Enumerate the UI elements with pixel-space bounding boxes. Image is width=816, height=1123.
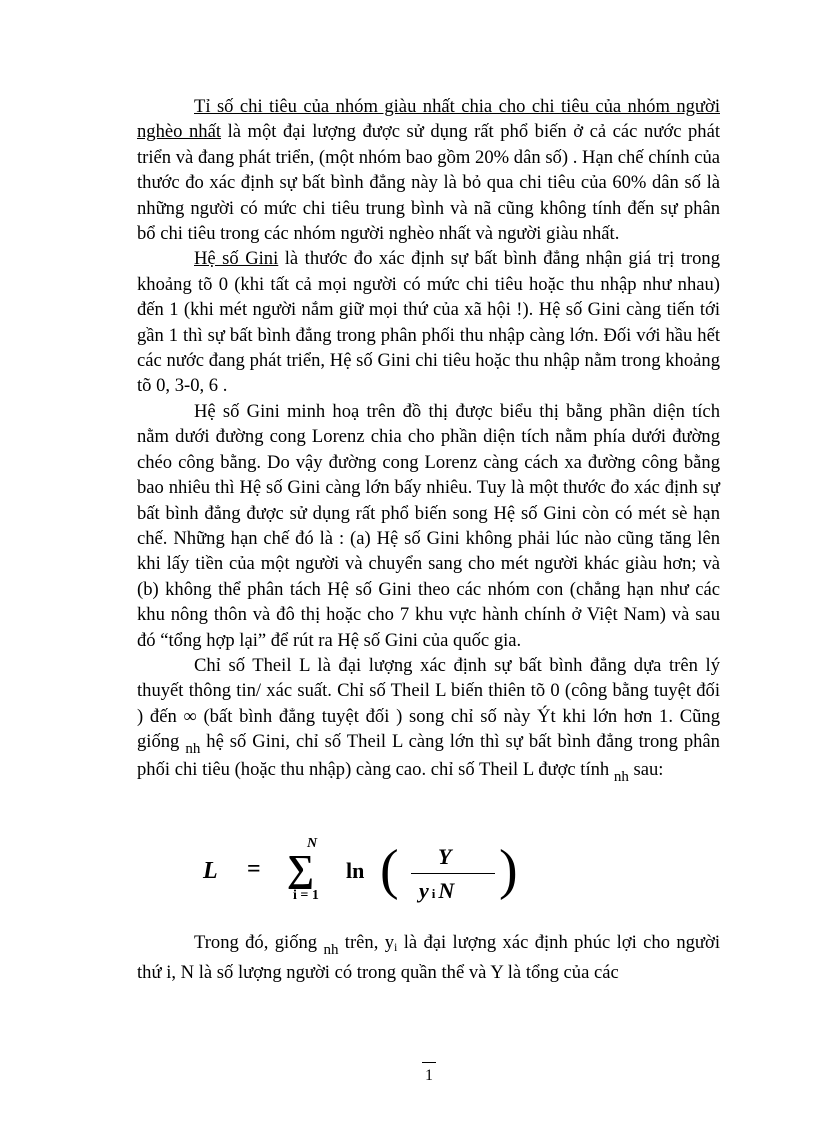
formula-den-i: i [431, 886, 436, 901]
formula-lower-limit: i = 1 [293, 888, 319, 903]
paragraph-ratio [137, 94, 720, 246]
theil-nh-2: nh [613, 768, 629, 785]
theil-nh-1: nh [185, 741, 201, 758]
formula-right-paren: ) [499, 839, 518, 901]
term-gini: Hệ số Gini [194, 248, 279, 270]
theil-text-b: hệ số Gini, chỉ số Theil L càng lớn thì sự bất bình đẳng trong phân phối chi tiêu (hoặc thu nhập) càng cao. chỉ số Theil L được tính [137, 731, 720, 780]
formula-sum-sign: ∑ [287, 848, 315, 890]
formula-equals: = [247, 856, 261, 882]
def-text-a: Trong đó, giống [194, 932, 324, 953]
def-sub-i: i [394, 940, 398, 954]
formula-left-paren: ( [380, 839, 399, 901]
theil-text-a: Chỉ số Theil L là đại lượng xác định sự bất bình đẳng dựa trên lý thuyết thông tin/ xác suất. Chỉ số Theil L biến thiên tõ 0 (công bằng tuyệt đối ) đến ∞ (bất bình đẳng tuyệt đối ) song chỉ số này Ýt khi lớn hơn 1. Cũng giống [137, 654, 720, 753]
paragraph-gini [137, 246, 720, 398]
def-text-b: trên, y [338, 932, 394, 953]
document-body [137, 94, 720, 784]
formula-den-y: y [419, 878, 429, 903]
page-number-value: 1 [425, 1067, 433, 1084]
theil-text-c: sau: [628, 758, 664, 780]
def-text-c: là đại lượng xác định phúc lợi cho người thứ i, N là số lượng người có trong quần thể và Y là tổng của các [137, 932, 720, 984]
formula-lhs: L [203, 858, 218, 884]
formula-numerator: Y [438, 844, 452, 869]
page-number [422, 1062, 436, 1085]
formula-ln: ln [346, 858, 365, 883]
theil-formula [203, 836, 523, 910]
term-ratio: Tỉ số chi tiêu của nhóm giàu nhất chia cho chi tiêu của nhóm người nghèo nhất [137, 96, 720, 143]
paragraph-gini-body: là thước đo xác định sự bất bình đẳng nhận giá trị trong khoảng tõ 0 (khi tất cả mọi người có mức chi tiêu hoặc thu nhập như nhau) đến 1 (khi mét người nắm giữ mọi thứ của xã hội !). Hệ số Gini càng tiến tới gần 1 thì sự bất bình đẳng trong phân phối thu nhập càng lớn. Đối với hầu hết các nước đang phát triển, Hệ số Gini chi tiêu hoặc thu nhập nằm trong khoảng tõ 0, 3-0, 6 . [137, 248, 720, 397]
document-body-continued [137, 930, 720, 986]
formula-denominator [419, 878, 454, 904]
paragraph-definitions [137, 930, 720, 986]
paragraph-gini-lorenz: Hệ số Gini minh hoạ trên đồ thị được biểu thị bằng phần diện tích nằm dưới đường cong Lorenz chia cho phần diện tích nằm phía dưới đường chéo công bằng. Do vậy đường cong Lorenz càng cách xa đường công bằng bao nhiêu thì Hệ số Gini càng lớn bấy nhiêu. Tuy là một thước đo xác định sự bất bình đẳng được sử dụng rất phổ biến song Hệ số Gini còn có mét sè hạn chế. Những hạn chế đó là : (a) Hệ số Gini không phải lúc nào cũng tăng lên khi lấy tiền của một người và chuyển sang cho mét người khác giàu hơn; và (b) không thể phân tách Hệ số Gini theo các nhóm con (chẳng hạn như các khu nông thôn và đô thị hoặc cho 7 khu vực hành chính ở Việt Nam) và sau đó “tổng hợp lại” để rút ra Hệ số Gini của quốc gia. [137, 400, 720, 651]
formula-den-N: N [438, 878, 455, 903]
paragraph-theil [137, 653, 720, 784]
formula-upper-limit: N [307, 836, 318, 851]
def-nh: nh [323, 942, 339, 958]
paragraph-ratio-body: là một đại lượng được sử dụng rất phổ biến ở cả các nước phát triển và đang phát triển, (một nhóm bao gồm 20% dân số) . Hạn chế chính của thước đo xác định sự bất bình đẳng này là bỏ qua chi tiêu của 60% dân số là những người có mức chi tiêu trung bình và nã cũng không tính đến sự phân bổ chi tiêu trong các nhóm người nghèo nhất và người giàu nhất. [137, 121, 721, 245]
formula-fraction-bar [411, 873, 495, 874]
